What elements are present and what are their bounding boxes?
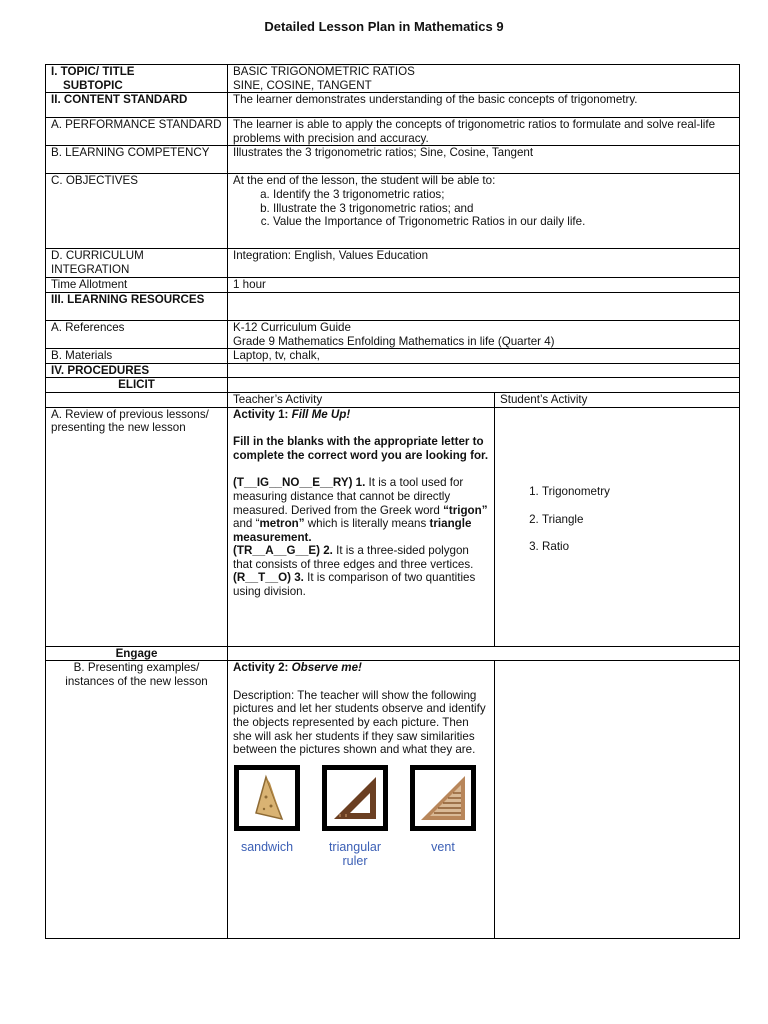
presenting-label: B. Presenting examples/ instances of the new lesson <box>46 661 228 939</box>
review-label: A. Review of previous lessons/ presenting the new lesson <box>46 407 228 646</box>
presenting-teacher-activity <box>228 661 495 939</box>
answer-list <box>500 485 734 554</box>
row-learning-resources <box>46 292 740 320</box>
row-references <box>46 320 740 348</box>
row-performance-standard <box>46 118 740 146</box>
curriculum-integration-value: Integration: English, Values Education <box>228 249 740 278</box>
engage-label: Engage <box>46 646 228 661</box>
objective-item: c. Value the Importance of Trigonometric Ratios in our daily life. <box>273 215 734 229</box>
row-procedures <box>46 363 740 378</box>
presenting-student-activity <box>495 661 740 939</box>
reference-item: Grade 9 Mathematics Enfolding Mathematics in life (Quarter 4) <box>233 334 555 348</box>
row-activity-headers <box>46 392 740 407</box>
learning-competency-label: B. LEARNING COMPETENCY <box>46 146 228 174</box>
row-content-standard <box>46 93 740 118</box>
reference-item: K-12 Curriculum Guide <box>233 320 351 334</box>
row-elicit <box>46 378 740 393</box>
student-activity-header: Student’s Activity <box>495 392 740 407</box>
activity-2-title: Activity 2: Observe me! <box>233 661 362 675</box>
activity-2-description: Description: The teacher will show the following pictures and let her students observe and identify the objects represented by each picture. Then she will ask her students if they saw similarities between the pictures shown and what they are. <box>233 688 486 757</box>
picture-sandwich <box>233 765 301 868</box>
elicit-label: ELICIT <box>46 378 228 393</box>
objective-item: a. Identify the 3 trigonometric ratios; <box>273 188 734 202</box>
materials-label: B. Materials <box>46 349 228 364</box>
content-standard-value: The learner demonstrates understanding of the basic concepts of trigonometry. <box>228 93 740 118</box>
objectives-list <box>233 188 734 229</box>
picture-caption: vent <box>431 839 455 854</box>
row-learning-competency <box>46 146 740 174</box>
vent-icon <box>418 773 468 823</box>
procedures-label: IV. PROCEDURES <box>46 363 228 378</box>
references-label: A. References <box>46 320 228 348</box>
performance-standard-value: The learner is able to apply the concepts of trigonometric ratios to formulate and solve real-life problems with precision and accuracy. <box>228 118 740 146</box>
answer-item: 3. Ratio <box>542 540 734 554</box>
activity-1-instruction: Fill in the blanks with the appropriate letter to complete the correct word you are looking for. <box>233 435 489 462</box>
picture-row <box>233 765 489 868</box>
materials-value: Laptop, tv, chalk, <box>228 349 740 364</box>
picture-triangular-ruler <box>321 765 389 868</box>
lesson-plan-table <box>45 64 740 939</box>
topic-value <box>228 65 740 93</box>
review-student-activity <box>495 407 740 646</box>
performance-standard-label: A. PERFORMANCE STANDARD <box>46 118 228 146</box>
content-standard-label: II. CONTENT STANDARD <box>46 93 228 118</box>
row-engage <box>46 646 740 661</box>
objectives-value <box>228 174 740 249</box>
topic-title-value: BASIC TRIGONOMETRIC RATIOS <box>233 65 415 78</box>
learning-competency-value: Illustrates the 3 trigonometric ratios; Sine, Cosine, Tangent <box>228 146 740 174</box>
question-2: (TR__A__G__E) 2. It is a three-sided polygon that consists of three edges and three vertices. <box>233 544 474 571</box>
learning-resources-label: III. LEARNING RESOURCES <box>46 292 228 320</box>
references-value <box>228 320 740 348</box>
review-teacher-activity <box>228 407 495 646</box>
topic-label <box>46 65 228 93</box>
subtopic-value: SINE, COSINE, TANGENT <box>233 78 372 92</box>
document-title: Detailed Lesson Plan in Mathematics 9 <box>264 19 504 34</box>
answer-item: 2. Triangle <box>542 513 734 527</box>
time-allotment-label: Time Allotment <box>46 278 228 293</box>
activity-1-title: Activity 1: Fill Me Up! <box>233 407 351 421</box>
row-review <box>46 407 740 646</box>
row-presenting <box>46 661 740 939</box>
row-curriculum-integration <box>46 249 740 278</box>
row-materials <box>46 349 740 364</box>
row-time-allotment <box>46 278 740 293</box>
question-1: (T__IG__NO__E__RY) 1. It is a tool used for measuring distance that cannot be directly measured. Derived from the Greek word “trigon” and “metron” which is literally means triangle measurement. <box>233 476 488 544</box>
subtopic-label: SUBTOPIC <box>63 78 123 92</box>
time-allotment-value: 1 hour <box>228 278 740 293</box>
row-topic <box>46 65 740 93</box>
picture-caption: triangular ruler <box>328 839 382 868</box>
objective-item: b. Illustrate the 3 trigonometric ratios; and <box>273 202 734 216</box>
triangular-ruler-icon <box>330 773 380 823</box>
topic-title-label: I. TOPIC/ TITLE <box>51 65 135 78</box>
curriculum-integration-label: D. CURRICULUM INTEGRATION <box>46 249 228 278</box>
sandwich-icon <box>242 773 292 823</box>
question-3: (R__T__O) 3. It is comparison of two quantities using division. <box>233 571 476 599</box>
picture-caption: sandwich <box>240 839 294 854</box>
picture-vent <box>409 765 477 868</box>
row-objectives <box>46 174 740 249</box>
objectives-intro: At the end of the lesson, the student will be able to: <box>233 174 496 188</box>
teacher-activity-header: Teacher’s Activity <box>228 392 495 407</box>
answer-item: 1. Trigonometry <box>542 485 734 499</box>
objectives-label: C. OBJECTIVES <box>46 174 228 249</box>
